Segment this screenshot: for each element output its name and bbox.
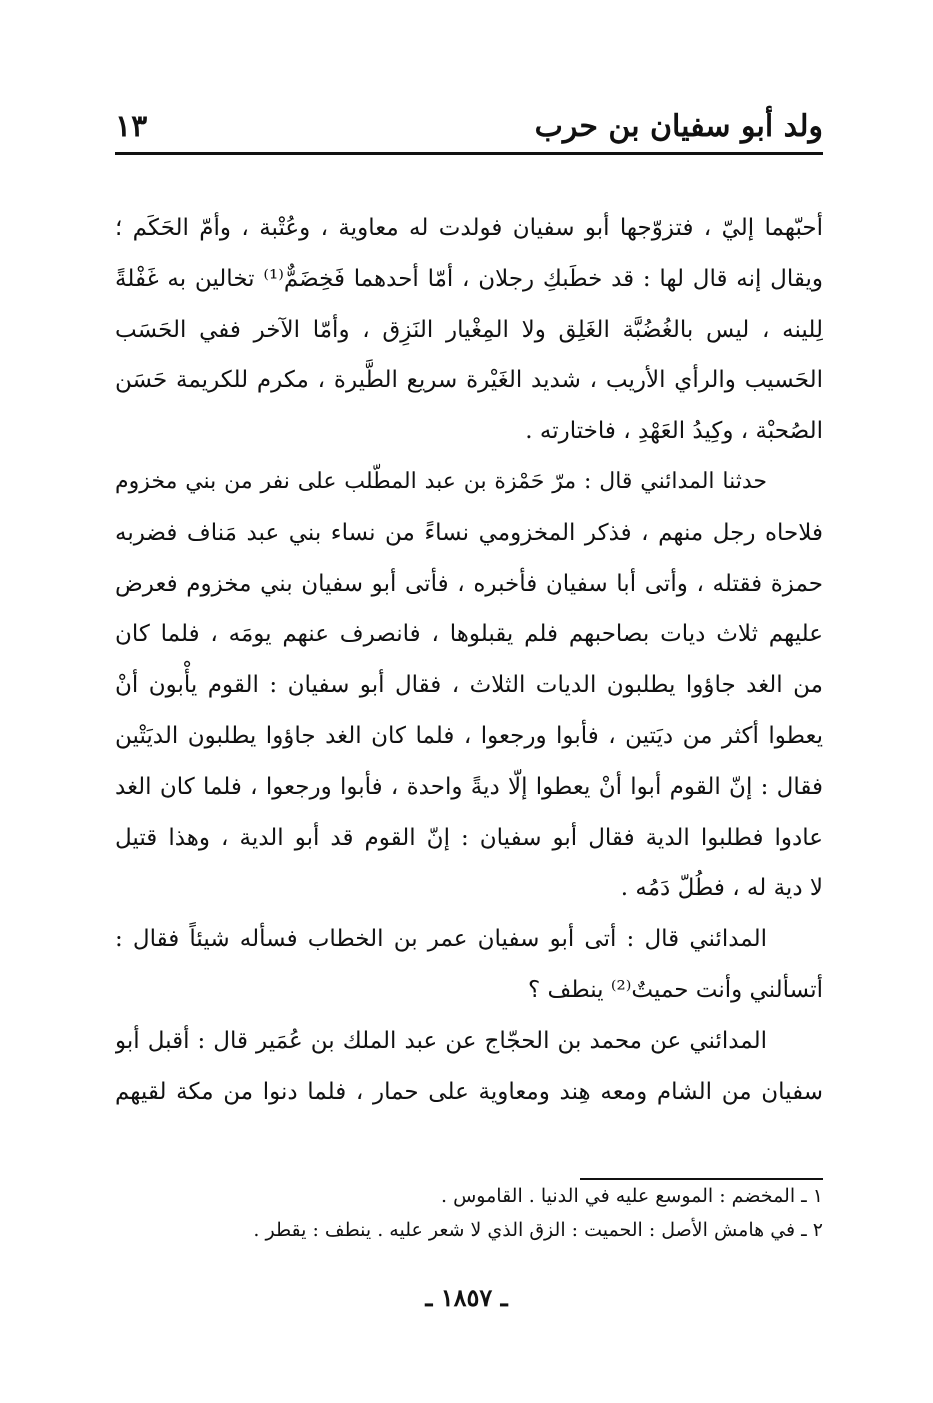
text-line: ويقال إنه قال لها : قد خطَبكِ رجلان ، أمّا أحدهما فَخِضَمٌّ⁽¹⁾ تخالين به غَفْلةً	[115, 265, 823, 292]
text-line: أحبّهما إليّ ، فتزوّجها أبو سفيان فولدت له معاوية ، وعُتْبة ، وأمّ الحَكَم ؛	[115, 215, 823, 241]
text-line: فلاحاه رجل منهم ، فذكر المخزومي نساءً من نساء بني عبد مَناف فضربه	[115, 519, 823, 546]
text-line: الحَسيب والرأي الأريب ، شديد الغَيْرة سريع الطَّيرة ، مكرم للكريمة حَسَن	[115, 367, 823, 394]
text-line: عليهم ثلاث ديات بصاحبهم فلم يقبلوها ، فانصرف عنهم يومَه ، فلما كان	[115, 621, 823, 648]
text-line: يعطوا أكثر من ديَتين ، فأبوا ورجعوا ، فلما كان الغد جاؤوا يطلبون الديَتْين	[115, 722, 823, 749]
footnote-1: ١ ـ المخضم : الموسع عليه في الدنيا . القاموس .	[441, 1185, 823, 1207]
text-line: أتسألني وأنت حميتٌ⁽²⁾ ينطف ؟	[528, 976, 823, 1003]
text-line: المدائني قال : أتى أبو سفيان عمر بن الخطاب فسأله شيئاً فقال :	[115, 926, 767, 953]
header-rule	[115, 152, 823, 155]
text-line: حدثنا المدائني قال : مرّ حَمْزة بن عبد المطّلب على نفر من بني مخزوم	[115, 468, 767, 494]
text-line: حمزة فقتله ، وأتى أبا سفيان فأخبره ، فأتى أبو سفيان بني مخزوم فعرض	[115, 570, 823, 597]
text-line: المدائني عن محمد بن الحجّاج عن عبد الملك بن عُمَير قال : أقبل أبو	[115, 1027, 767, 1054]
text-line: سفيان من الشام ومعه هِند ومعاوية على حمار ، فلما دنوا من مكة لقيهم	[115, 1078, 823, 1105]
running-title: ولد أبو سفيان بن حرب	[534, 109, 823, 144]
text-line: الصُحبْة ، وكِيدُ العَهْدِ ، فاختارته .	[525, 418, 823, 445]
text-line: من الغد جاؤوا يطلبون الديات الثلاث ، فقال أبو سفيان : القوم يأْبون أنْ	[115, 672, 823, 699]
text-line: عادوا فطلبوا الدية فقال أبو سفيان : إنّ القوم قد أبو الدية ، وهذا قتيل	[115, 824, 823, 851]
page-number: ـ ١٨٥٧ ـ	[425, 1283, 508, 1312]
page-header	[115, 105, 823, 153]
text-line: لِلينه ، ليس بالغُضُبَّة الغَلِق ولا المِغْيار النَزِق ، وأمّا الآخر ففي الحَسَب	[115, 316, 823, 343]
footnotes	[115, 1178, 823, 1247]
section-number: ١٣	[115, 109, 148, 144]
text-line: فقال : إنّ القوم أبوا أنْ يعطوا إلّا ديةً واحدة ، فأبوا ورجعوا ، فلما كان الغد	[115, 773, 823, 800]
text-line: لا دية له ، فطُلّ دَمُه .	[620, 875, 823, 902]
footnote-2: ٢ ـ في هامش الأصل : الحميت : الزق الذي لا شعر عليه . ينطف : يقطر .	[253, 1219, 823, 1241]
body-text	[115, 203, 823, 1117]
